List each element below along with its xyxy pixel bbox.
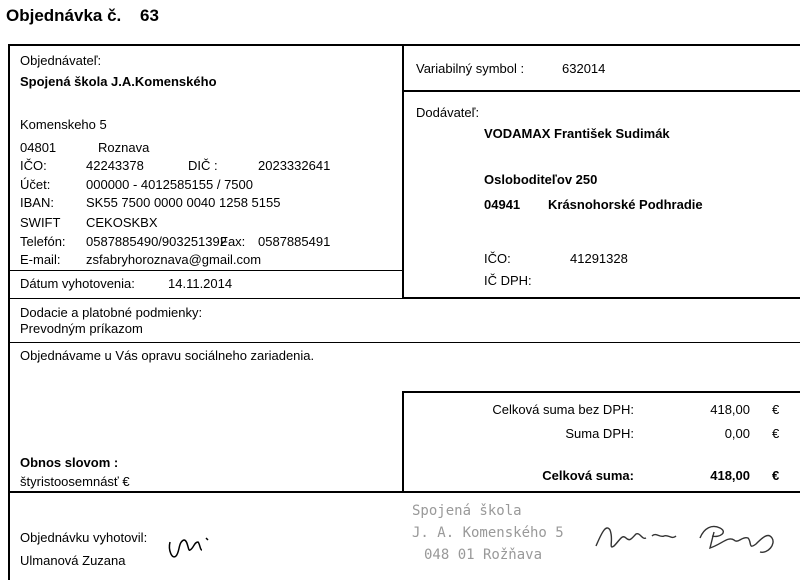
buyer-account: 000000 - 4012585155 / 7500 [86, 177, 253, 192]
total-vat-value: 0,00 [724, 426, 750, 441]
issuer-label: Objednávku vyhotovil: [20, 530, 148, 545]
stamp-line-1: Spojená škola [412, 503, 522, 519]
issuer-signature [166, 528, 216, 564]
buyer-iban-label: IBAN: [20, 195, 54, 210]
order-title [6, 6, 159, 26]
order-number: 63 [140, 6, 159, 25]
buyer-fax: 0587885491 [258, 234, 331, 249]
divider-supplier-bottom [402, 297, 800, 299]
variable-symbol-value: 632014 [562, 61, 606, 76]
buyer-ico-label: IČO: [20, 158, 47, 173]
buyer-ico: 42243378 [86, 158, 144, 173]
terms-label: Dodacie a platobné podmienky: [20, 305, 203, 320]
issue-date: 14.11.2014 [168, 276, 233, 291]
words-label: Obnos slovom : [20, 455, 119, 470]
total-base-currency: € [772, 402, 780, 417]
supplier-label: Dodávateľ: [416, 105, 480, 120]
buyer-dic: 2023332641 [258, 158, 331, 173]
buyer-street: Komenskeho 5 [20, 117, 107, 132]
total-base-label: Celková suma bez DPH: [492, 402, 634, 417]
buyer-zip: 04801 [20, 140, 57, 155]
supplier-icdph-label: IČ DPH: [484, 273, 532, 288]
total-label: Celková suma: [542, 468, 634, 483]
buyer-email-label: E-mail: [20, 252, 61, 267]
buyer-city: Roznava [98, 140, 150, 155]
supplier-city: Krásnohorské Podhradie [548, 197, 703, 212]
divider-vs [402, 90, 800, 92]
order-title-label: Objednávka č. [6, 6, 122, 25]
stamp-line-2: J. A. Komenského 5 [412, 525, 564, 541]
totals-box-left [402, 391, 404, 492]
supplier-street: Osloboditeľov 250 [484, 172, 598, 187]
totals-box-top [402, 391, 800, 393]
variable-symbol-label: Variabilný symbol : [416, 61, 525, 76]
total-vat-label: Suma DPH: [565, 426, 634, 441]
buyer-label: Objednávateľ: [20, 53, 102, 68]
buyer-name: Spojená škola J.A.Komenského [20, 74, 217, 89]
issue-date-label: Dátum vyhotovenia: [20, 276, 135, 291]
total-base-value: 418,00 [710, 402, 750, 417]
buyer-phone: 0587885490/903251392 [86, 234, 227, 249]
total-currency: € [772, 468, 780, 483]
frame-top [8, 44, 800, 46]
frame-left [8, 44, 10, 580]
total-value: 418,00 [710, 468, 750, 483]
divider-date [8, 270, 404, 271]
buyer-swift: CEKOSKBX [86, 215, 158, 230]
words-value: štyristoosemnásť € [20, 474, 130, 489]
terms-value: Prevodným príkazom [20, 321, 143, 336]
stamp-line-3: 048 01 Rožňava [424, 547, 543, 563]
buyer-dic-label: DIČ : [188, 158, 218, 173]
stamp [412, 500, 564, 566]
totals-box-bottom [8, 491, 800, 493]
total-vat-currency: € [772, 426, 780, 441]
director-signature [592, 514, 792, 564]
order-text: Objednávame u Vás opravu sociálneho zariadenia. [20, 348, 315, 363]
buyer-iban: SK55 7500 0000 0040 1258 5155 [86, 195, 281, 210]
divider-terms [8, 298, 404, 299]
divider-order-text [8, 342, 800, 343]
supplier-ico: 41291328 [570, 251, 628, 266]
divider-vertical-top [402, 44, 404, 298]
buyer-email: zsfabryhoroznava@gmail.com [86, 252, 262, 267]
issuer-name: Ulmanová Zuzana [20, 553, 126, 568]
supplier-zip: 04941 [484, 197, 521, 212]
buyer-swift-label: SWIFT [20, 215, 61, 230]
buyer-phone-label: Telefón: [20, 234, 66, 249]
supplier-ico-label: IČO: [484, 251, 511, 266]
buyer-fax-label: Fax: [220, 234, 246, 249]
supplier-name: VODAMAX František Sudimák [484, 126, 670, 141]
buyer-account-label: Účet: [20, 177, 51, 192]
